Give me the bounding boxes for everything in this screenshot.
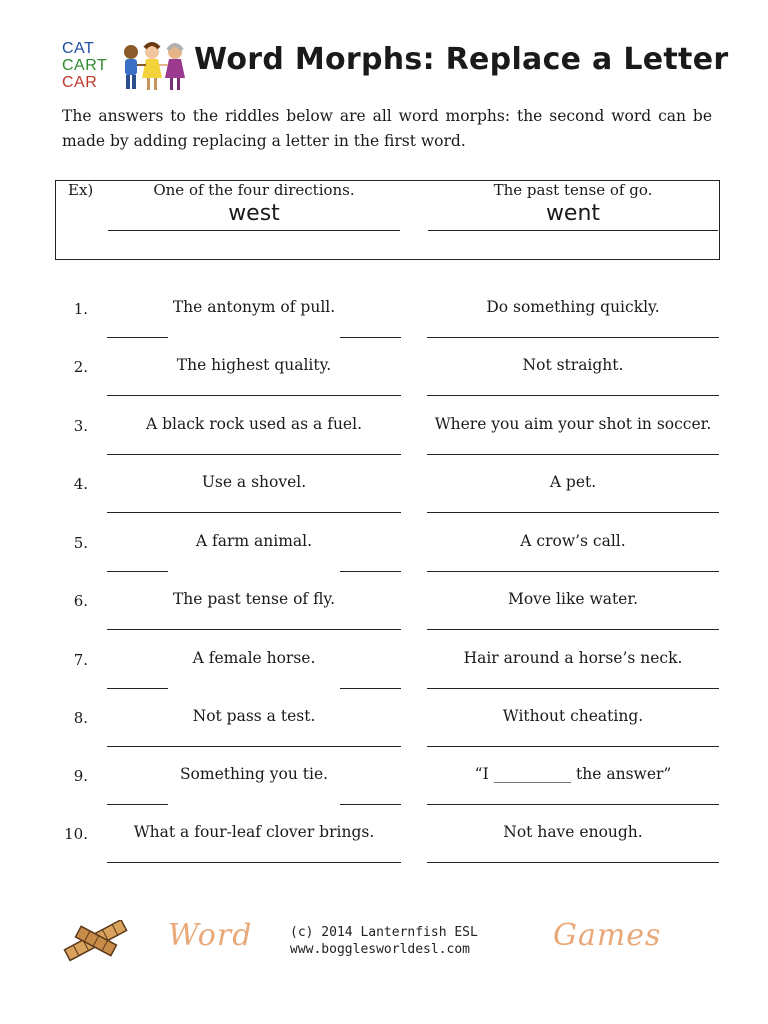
riddle-row bbox=[0, 813, 768, 871]
item-number: 6. bbox=[73, 592, 88, 610]
right-clue: Do something quickly. bbox=[486, 298, 660, 316]
riddle-row bbox=[0, 405, 768, 463]
riddle-row bbox=[0, 463, 768, 521]
answer-line-right[interactable] bbox=[427, 395, 719, 396]
right-clue: “I __________ the answer” bbox=[474, 765, 672, 783]
answer-line-right[interactable] bbox=[427, 804, 719, 805]
left-clue: Something you tie. bbox=[179, 765, 329, 783]
logo-word-cart: CART bbox=[62, 57, 108, 74]
answer-line-right[interactable] bbox=[427, 746, 719, 747]
answer-line-left[interactable] bbox=[107, 862, 401, 863]
instructions: The answers to the riddles below are all word morphs: the second word can be made by adding replacing a letter in the first word. bbox=[62, 107, 712, 150]
answer-line-right[interactable] bbox=[427, 337, 719, 338]
riddle-row bbox=[0, 580, 768, 638]
answer-line-left[interactable] bbox=[107, 454, 401, 455]
riddle-row bbox=[0, 288, 768, 346]
right-clue: Not straight. bbox=[522, 356, 624, 374]
riddle-row bbox=[0, 755, 768, 813]
left-clue: The past tense of fly. bbox=[172, 590, 336, 608]
item-number: 8. bbox=[73, 709, 88, 727]
left-clue: Not pass a test. bbox=[192, 707, 316, 725]
right-clue: A crow’s call. bbox=[520, 532, 626, 550]
left-clue: The antonym of pull. bbox=[172, 298, 336, 316]
children-logo-icon bbox=[118, 40, 192, 94]
right-clue: A pet. bbox=[549, 473, 597, 491]
left-clue: Use a shovel. bbox=[201, 473, 307, 491]
answer-line-left[interactable] bbox=[107, 512, 401, 513]
answer-line-left-b[interactable] bbox=[340, 571, 401, 572]
answer-line-left-a[interactable] bbox=[107, 337, 168, 338]
example-box bbox=[55, 180, 720, 260]
item-number: 4. bbox=[73, 475, 88, 493]
item-number: 10. bbox=[64, 825, 88, 843]
footer-word-text: Word bbox=[168, 918, 253, 953]
riddle-row bbox=[0, 522, 768, 580]
item-number: 2. bbox=[73, 358, 88, 376]
right-clue: Without cheating. bbox=[502, 707, 644, 725]
answer-line-right[interactable] bbox=[427, 512, 719, 513]
item-number: 7. bbox=[73, 651, 88, 669]
left-clue: The highest quality. bbox=[176, 356, 332, 374]
logo-word-stack bbox=[62, 40, 122, 91]
answer-line-right[interactable] bbox=[427, 688, 719, 689]
example-left-answer: west bbox=[228, 201, 280, 226]
answer-line-left[interactable] bbox=[107, 395, 401, 396]
scrabble-tiles-logo-icon bbox=[62, 920, 130, 962]
left-clue: A farm animal. bbox=[195, 532, 313, 550]
website-link[interactable]: www.bogglesworldesl.com bbox=[290, 942, 471, 957]
item-number: 1. bbox=[73, 300, 88, 318]
copyright-text: (c) 2014 Lanternfish ESL bbox=[290, 925, 478, 940]
logo-word-cat: CAT bbox=[62, 40, 95, 57]
answer-line-left-a[interactable] bbox=[107, 804, 168, 805]
right-clue: Hair around a horse’s neck. bbox=[463, 649, 683, 667]
example-left-clue: One of the four directions. bbox=[153, 181, 355, 199]
answer-line-right[interactable] bbox=[427, 571, 719, 572]
riddle-row bbox=[0, 639, 768, 697]
riddle-row bbox=[0, 346, 768, 404]
logo-word-car: CAR bbox=[62, 74, 98, 91]
answer-line-right[interactable] bbox=[427, 862, 719, 863]
example-right-clue: The past tense of go. bbox=[493, 181, 653, 199]
answer-line-right[interactable] bbox=[427, 454, 719, 455]
right-clue: Move like water. bbox=[507, 590, 638, 608]
answer-line-left[interactable] bbox=[107, 746, 401, 747]
answer-line-left-a[interactable] bbox=[107, 688, 168, 689]
left-clue: What a four-leaf clover brings. bbox=[133, 823, 375, 841]
right-clue: Not have enough. bbox=[503, 823, 643, 841]
answer-line-left-b[interactable] bbox=[340, 688, 401, 689]
answer-line-left[interactable] bbox=[107, 629, 401, 630]
left-clue: A female horse. bbox=[192, 649, 316, 667]
footer-games-text: Games bbox=[553, 918, 662, 953]
item-number: 9. bbox=[73, 767, 88, 785]
copyright-block bbox=[290, 924, 478, 958]
example-label: Ex) bbox=[68, 181, 94, 199]
item-number: 3. bbox=[73, 417, 88, 435]
example-left-line bbox=[108, 230, 400, 231]
answer-line-right[interactable] bbox=[427, 629, 719, 630]
example-right-line bbox=[428, 230, 718, 231]
answer-line-left-a[interactable] bbox=[107, 571, 168, 572]
right-clue: Where you aim your shot in soccer. bbox=[434, 415, 712, 433]
page-title: Word Morphs: Replace a Letter bbox=[194, 42, 729, 77]
answer-line-left-b[interactable] bbox=[340, 804, 401, 805]
riddle-row bbox=[0, 697, 768, 755]
example-right-answer: went bbox=[545, 201, 601, 226]
left-clue: A black rock used as a fuel. bbox=[145, 415, 362, 433]
answer-line-left-b[interactable] bbox=[340, 337, 401, 338]
item-number: 5. bbox=[73, 534, 88, 552]
